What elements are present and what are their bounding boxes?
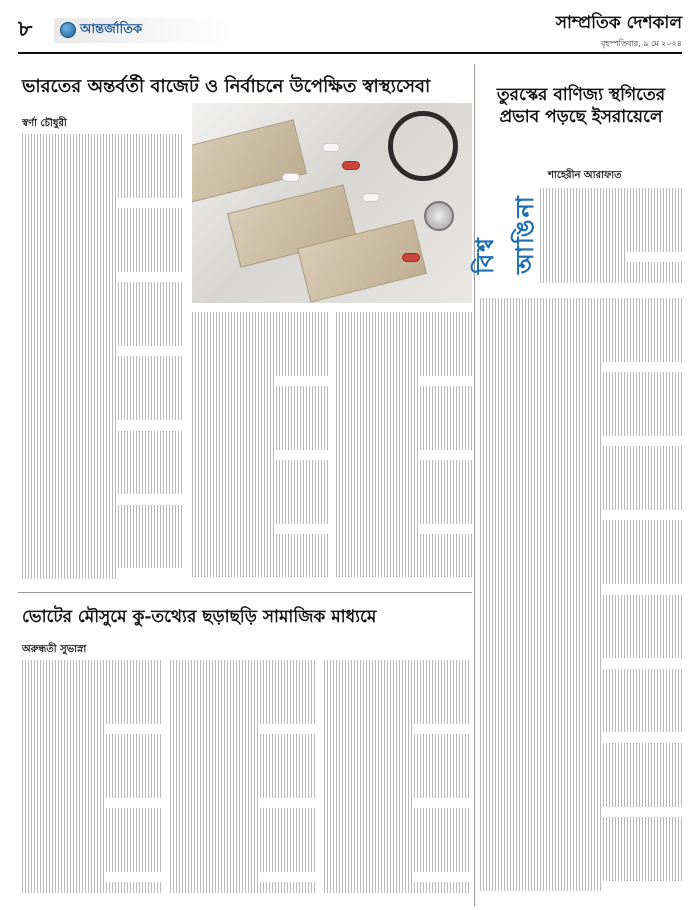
page-number: ৮ xyxy=(18,15,33,42)
text-line xyxy=(324,851,470,862)
text-line xyxy=(22,229,182,240)
text-line xyxy=(480,616,682,627)
text-line xyxy=(170,671,316,682)
text-line xyxy=(22,505,182,516)
text-line xyxy=(336,482,472,493)
text-line xyxy=(22,251,182,262)
text-line xyxy=(480,807,601,818)
text-line xyxy=(22,734,162,745)
text-line xyxy=(192,418,328,429)
text-line xyxy=(22,494,118,505)
text-line xyxy=(22,766,162,777)
text-line xyxy=(22,208,182,219)
text-line xyxy=(170,777,316,788)
text-line xyxy=(540,241,682,252)
article3-body-col2 xyxy=(170,660,316,898)
text-line xyxy=(336,407,472,418)
text-line xyxy=(192,365,328,376)
text-line xyxy=(192,439,328,450)
text-line xyxy=(480,362,601,373)
text-line xyxy=(192,407,328,418)
text-line xyxy=(170,830,316,841)
text-line xyxy=(324,766,470,777)
text-line xyxy=(22,671,162,682)
world-section-banner xyxy=(470,164,539,274)
text-line xyxy=(324,745,470,756)
article2-byline: শাহেরীন আরাফাত xyxy=(548,170,622,181)
text-line xyxy=(480,425,682,436)
text-line xyxy=(480,520,682,531)
text-line xyxy=(480,552,682,563)
text-line xyxy=(192,450,274,461)
text-line xyxy=(480,626,682,637)
text-line xyxy=(22,808,162,819)
text-line xyxy=(480,870,682,881)
text-line xyxy=(480,393,682,404)
text-line xyxy=(480,446,682,457)
text-line xyxy=(22,755,162,766)
text-line xyxy=(324,830,470,841)
text-line xyxy=(480,637,682,648)
text-line xyxy=(192,545,328,556)
text-line xyxy=(480,499,682,510)
text-line xyxy=(540,252,625,263)
text-line xyxy=(192,534,328,545)
text-line xyxy=(480,478,682,489)
text-line xyxy=(480,849,682,860)
text-line xyxy=(324,861,470,872)
text-line xyxy=(336,397,472,408)
text-line xyxy=(192,471,328,482)
text-line xyxy=(22,692,162,703)
text-line xyxy=(22,787,162,798)
text-line xyxy=(336,513,472,524)
text-line xyxy=(480,859,682,870)
text-line xyxy=(480,595,682,606)
text-line xyxy=(192,333,328,344)
text-line xyxy=(170,851,316,862)
masthead-title: সাম্প্রতিক দেশকাল xyxy=(555,12,682,33)
text-line xyxy=(170,702,316,713)
text-line xyxy=(336,333,472,344)
text-line xyxy=(540,262,682,273)
text-line xyxy=(22,187,182,198)
text-line xyxy=(22,484,182,495)
text-line xyxy=(336,450,418,461)
text-line xyxy=(324,819,470,830)
text-line xyxy=(540,209,682,220)
text-line xyxy=(480,754,682,765)
text-line xyxy=(480,711,682,722)
text-line xyxy=(192,492,328,503)
text-line xyxy=(336,365,472,376)
text-line xyxy=(22,830,162,841)
text-line xyxy=(170,681,316,692)
text-line xyxy=(336,503,472,514)
text-line xyxy=(480,351,682,362)
text-line xyxy=(22,660,162,671)
text-line xyxy=(480,838,682,849)
text-line xyxy=(22,568,118,579)
text-line xyxy=(170,745,316,756)
text-line xyxy=(192,429,328,440)
banknote-image xyxy=(192,119,307,202)
text-line xyxy=(324,692,470,703)
article1-body-col1 xyxy=(22,134,182,584)
article3-byline: অরুন্ধতী সুভাস্না xyxy=(22,644,87,655)
text-line xyxy=(480,404,682,415)
text-line xyxy=(480,679,682,690)
text-line xyxy=(22,798,106,809)
text-line xyxy=(480,457,682,468)
pill-image xyxy=(362,193,380,202)
text-line xyxy=(170,755,316,766)
text-line xyxy=(336,429,472,440)
header-rule xyxy=(18,52,682,54)
text-line xyxy=(22,282,182,293)
text-line xyxy=(22,713,162,724)
text-line xyxy=(480,531,682,542)
text-line xyxy=(22,293,182,304)
stethoscope-head-image xyxy=(424,201,454,231)
text-line xyxy=(170,872,258,883)
text-line xyxy=(170,787,316,798)
text-line xyxy=(22,378,182,389)
text-line xyxy=(22,166,182,177)
article2-body-top xyxy=(540,188,682,288)
text-line xyxy=(336,418,472,429)
page-header xyxy=(18,10,682,50)
pill-image xyxy=(402,253,420,262)
text-line xyxy=(336,545,472,556)
text-line xyxy=(480,309,682,320)
text-line xyxy=(480,658,601,669)
article2-headline[interactable]: তুরস্কের বাণিজ্য স্থগিতের প্রভাব পড়ছে ইসরায়েলে xyxy=(496,85,666,127)
text-line xyxy=(192,513,328,524)
text-line xyxy=(336,524,418,535)
stethoscope-image xyxy=(388,111,458,181)
text-line xyxy=(480,722,682,733)
text-line xyxy=(480,372,682,383)
article2 xyxy=(470,66,684,902)
text-line xyxy=(22,409,182,420)
section-label xyxy=(54,18,232,43)
text-line xyxy=(170,734,316,745)
text-line xyxy=(192,386,328,397)
text-line xyxy=(192,397,328,408)
text-line xyxy=(22,851,162,862)
text-line xyxy=(480,563,682,574)
text-line xyxy=(22,681,162,692)
text-line xyxy=(480,764,682,775)
text-line xyxy=(170,882,316,893)
pill-image xyxy=(322,143,340,152)
text-line xyxy=(336,354,472,365)
text-line xyxy=(336,566,472,577)
text-line xyxy=(22,388,182,399)
text-line xyxy=(480,383,682,394)
section-divider xyxy=(18,592,472,593)
text-line xyxy=(22,304,182,315)
pill-image xyxy=(342,161,360,170)
text-line xyxy=(336,492,472,503)
text-line xyxy=(22,356,182,367)
masthead xyxy=(556,10,682,51)
world-banner-text: বিশ্ব আঙিনা xyxy=(470,194,539,274)
text-line xyxy=(22,198,118,209)
text-line xyxy=(170,660,316,671)
text-line xyxy=(22,420,118,431)
text-line xyxy=(324,660,470,671)
text-line xyxy=(192,482,328,493)
text-line xyxy=(324,671,470,682)
text-line xyxy=(170,819,316,830)
text-line xyxy=(22,219,182,230)
text-line xyxy=(22,145,182,156)
text-line xyxy=(324,882,470,893)
masthead-date: বৃহস্পতিবার, ৯ মে ২০২৪ xyxy=(600,38,682,48)
text-line xyxy=(22,462,182,473)
text-line xyxy=(480,775,682,786)
globe-icon xyxy=(60,22,76,38)
text-line xyxy=(480,605,682,616)
text-line xyxy=(170,840,316,851)
pill-image xyxy=(282,173,300,182)
text-line xyxy=(540,230,682,241)
text-line xyxy=(22,367,182,378)
text-line xyxy=(170,798,258,809)
text-line xyxy=(324,724,412,735)
text-line xyxy=(22,261,182,272)
text-line xyxy=(170,766,316,777)
article1-photo xyxy=(192,103,472,303)
text-line xyxy=(336,471,472,482)
text-line xyxy=(480,415,682,426)
text-line xyxy=(22,872,106,883)
text-line xyxy=(336,344,472,355)
text-line xyxy=(192,376,274,387)
text-line xyxy=(170,808,316,819)
text-line xyxy=(22,325,182,336)
text-line xyxy=(22,861,162,872)
text-line xyxy=(324,713,470,724)
text-line xyxy=(480,796,682,807)
text-line xyxy=(22,155,182,166)
text-line xyxy=(480,881,601,892)
text-line xyxy=(336,312,472,323)
text-line xyxy=(22,745,162,756)
text-line xyxy=(480,701,682,712)
text-line xyxy=(22,473,182,484)
text-line xyxy=(480,584,601,595)
article2-body xyxy=(480,298,682,898)
text-line xyxy=(480,298,682,309)
text-line xyxy=(480,669,682,680)
text-line xyxy=(480,817,682,828)
text-line xyxy=(324,808,470,819)
text-line xyxy=(22,702,162,713)
text-line xyxy=(170,861,316,872)
text-line xyxy=(336,386,472,397)
text-line xyxy=(480,743,682,754)
text-line xyxy=(480,340,682,351)
text-line xyxy=(324,872,412,883)
text-line xyxy=(540,273,682,284)
text-line xyxy=(540,220,682,231)
text-line xyxy=(540,199,682,210)
text-line xyxy=(324,798,412,809)
article1-body-col2 xyxy=(192,312,328,584)
text-line xyxy=(336,556,472,567)
text-line xyxy=(22,431,182,442)
text-line xyxy=(170,724,258,735)
text-line xyxy=(480,436,601,447)
text-line xyxy=(22,441,182,452)
text-line xyxy=(22,840,162,851)
text-line xyxy=(22,240,182,251)
article1-headline[interactable]: ভারতের অন্তর্বর্তী বাজেট ও নির্বাচনে উপেক্ষিত স্বাস্থ্যসেবা xyxy=(22,76,431,97)
text-line xyxy=(22,399,182,410)
text-line xyxy=(324,681,470,692)
text-line xyxy=(480,828,682,839)
text-line xyxy=(192,524,274,535)
text-line xyxy=(22,882,162,893)
article3-headline[interactable]: ভোটের মৌসুমে কু-তথ্যের ছড়াছড়ি সামাজিক মাধ্যমে xyxy=(22,607,377,627)
text-line xyxy=(480,319,682,330)
text-line xyxy=(22,452,182,463)
text-line xyxy=(480,510,601,521)
article3-body-col3 xyxy=(324,660,470,898)
text-line xyxy=(336,439,472,450)
text-line xyxy=(22,314,182,325)
text-line xyxy=(480,690,682,701)
text-line xyxy=(22,526,182,537)
article1-byline: স্বর্ণা চৌধুরী xyxy=(22,118,67,129)
text-line xyxy=(192,556,328,567)
text-line xyxy=(22,346,118,357)
text-line xyxy=(336,534,472,545)
section-name: আন্তর্জাতিক xyxy=(80,21,143,37)
text-line xyxy=(480,330,682,341)
text-line xyxy=(22,777,162,788)
text-line xyxy=(22,515,182,526)
text-line xyxy=(480,732,601,743)
text-line xyxy=(22,176,182,187)
article3-body-col1 xyxy=(22,660,162,898)
text-line xyxy=(192,344,328,355)
text-line xyxy=(324,840,470,851)
text-line xyxy=(192,354,328,365)
text-line xyxy=(22,724,106,735)
text-line xyxy=(22,335,182,346)
text-line xyxy=(324,734,470,745)
text-line xyxy=(324,777,470,788)
text-line xyxy=(480,489,682,500)
text-line xyxy=(540,188,682,199)
text-line xyxy=(192,566,328,577)
text-line xyxy=(324,755,470,766)
text-line xyxy=(336,460,472,471)
text-line xyxy=(480,542,682,553)
text-line xyxy=(192,323,328,334)
article1-body-col3 xyxy=(336,312,472,584)
text-line xyxy=(22,558,182,569)
text-line xyxy=(336,323,472,334)
text-line xyxy=(324,787,470,798)
text-line xyxy=(324,702,470,713)
text-line xyxy=(192,503,328,514)
text-line xyxy=(22,134,182,145)
text-line xyxy=(480,573,682,584)
text-line xyxy=(22,819,162,830)
text-line xyxy=(22,272,118,283)
text-line xyxy=(170,713,316,724)
text-line xyxy=(170,692,316,703)
text-line xyxy=(22,537,182,548)
text-line xyxy=(22,547,182,558)
text-line xyxy=(480,648,682,659)
text-line xyxy=(480,785,682,796)
text-line xyxy=(192,460,328,471)
text-line xyxy=(480,468,682,479)
text-line xyxy=(192,312,328,323)
text-line xyxy=(336,376,418,387)
